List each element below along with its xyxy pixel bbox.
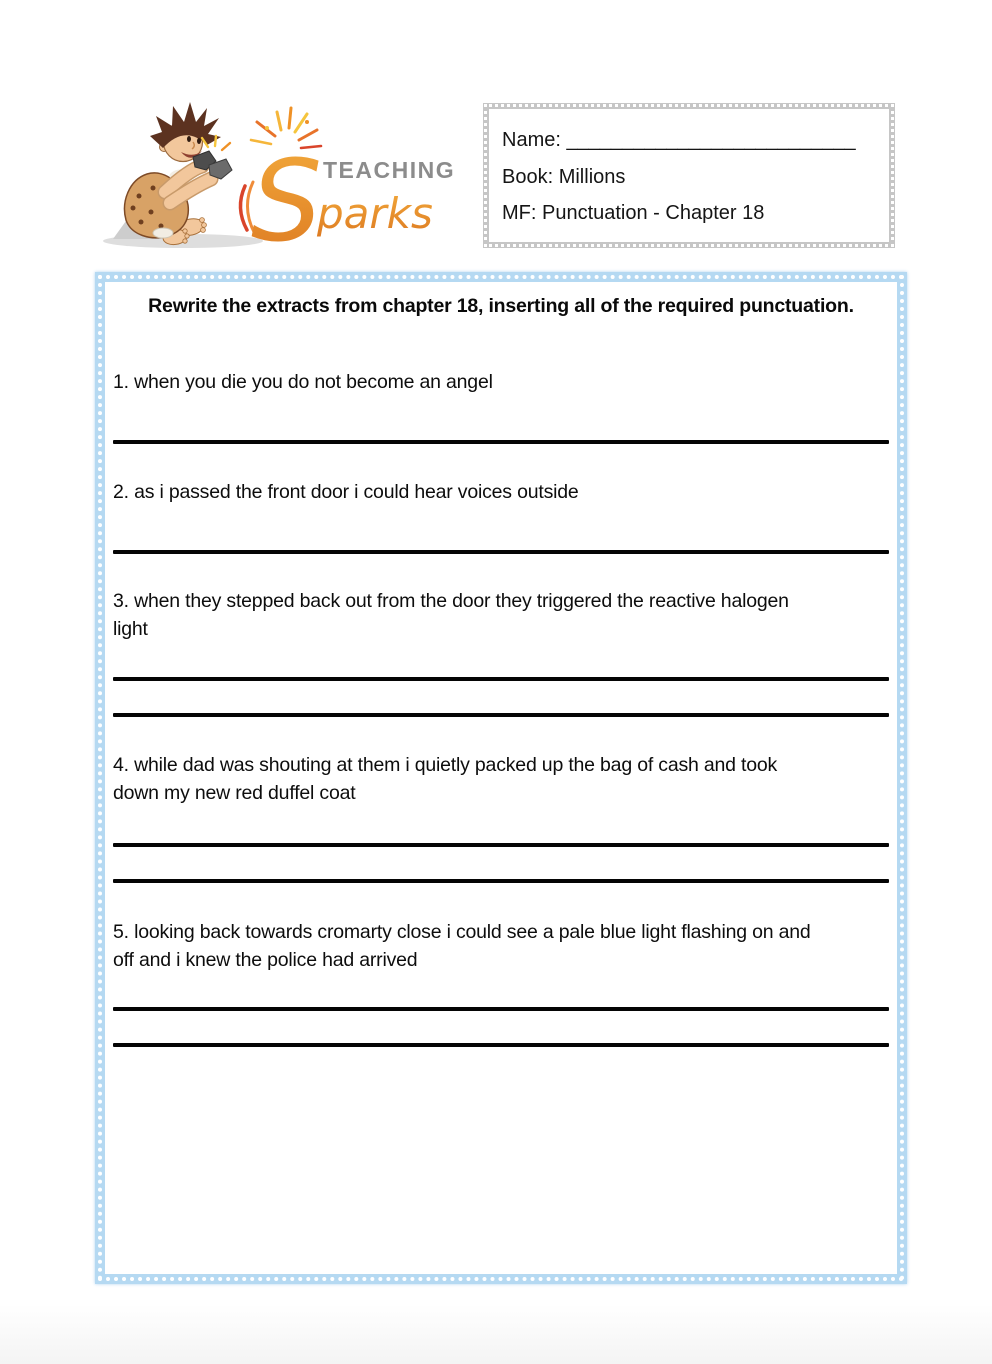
worksheet-title: Rewrite the extracts from chapter 18, inserting all of the required punctuation. (148, 295, 854, 317)
name-blank-line: __________________________ (566, 128, 856, 151)
answer-line (113, 1007, 889, 1011)
brand-sparks-text: parks (317, 189, 433, 238)
worksheet-box (95, 272, 907, 1284)
extract-text: 2. as i passed the front door i could hear voices outside (113, 481, 579, 503)
extract-item-2 (113, 478, 889, 554)
extract-text: 1. when you die you do not become an angel (113, 371, 493, 393)
extract-text: 5. looking back towards cromarty close i could see a pale blue light flashing on and off and i knew the police had arrived (113, 921, 811, 971)
caveman-illustration (103, 102, 263, 248)
brand-sparks-s: S (251, 137, 323, 250)
extract-text: 3. when they stepped back out from the door they triggered the reactive halogen light (113, 590, 789, 640)
extract-item-3 (113, 587, 889, 717)
assignment-row: MF: Punctuation - Chapter 18 (502, 202, 765, 225)
brand-teaching-text: TEACHING (323, 157, 456, 183)
extract-item-4 (113, 751, 889, 883)
answer-line (113, 843, 889, 847)
answer-line (113, 550, 889, 554)
answer-line (113, 879, 889, 883)
teaching-sparks-logo (95, 100, 465, 250)
teaching-sparks-logo-art (95, 100, 465, 250)
answer-line (113, 677, 889, 681)
extract-item-1 (113, 368, 889, 444)
answer-line (113, 1043, 889, 1047)
name-row (502, 128, 879, 152)
answer-line (113, 440, 889, 444)
name-label: Name: (502, 128, 561, 151)
extract-item-5 (113, 918, 889, 1047)
extract-text: 4. while dad was shouting at them i quietly packed up the bag of cash and took down my new red duffel coat (113, 754, 778, 804)
book-row: Book: Millions (502, 165, 626, 188)
answer-line (113, 713, 889, 717)
student-info-box (483, 103, 895, 248)
